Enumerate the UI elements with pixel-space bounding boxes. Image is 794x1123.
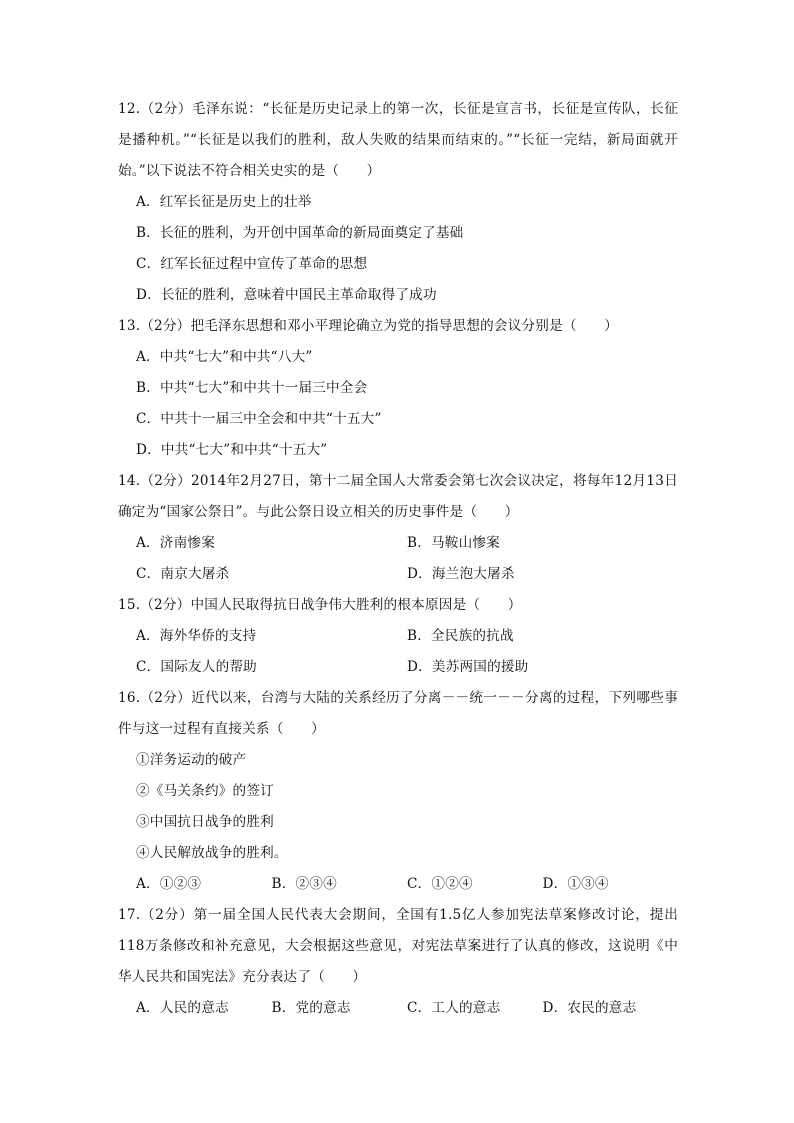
option-d: D．美苏两国的援助 [407,659,529,675]
option-d: D．中共“七大”和中共“十五大” [136,442,328,458]
option-b: B．②③④ [271,876,337,892]
statement-2: ②《马关条约》的签订 [136,783,274,799]
option-b: B．中共“七大”和中共十一届三中全会 [136,380,368,396]
option-b: B．马鞍山惨案 [407,535,500,551]
option-c: C．国际友人的帮助 [136,659,257,675]
option-d: D．海兰泡大屠杀 [407,566,515,582]
option-row [118,652,678,683]
question-stem: 15.（2分）中国人民取得抗日战争伟大胜利的根本原因是（ ） [118,597,522,613]
question-stem: 13.（2分）把毛泽东思想和邓小平理论确立为党的指导思想的会议分别是（ ） [118,318,619,334]
option-row [118,621,678,652]
option-a: A．人民的意志 [136,1000,229,1016]
option-c: C．南京大屠杀 [136,566,230,582]
option-a: A．红军长征是历史上的壮举 [136,194,312,210]
option-row [118,993,678,1024]
option-a: A．①②③ [136,876,202,892]
question-17 [118,900,678,1024]
option-b: B．长征的胜利，为开创中国革命的新局面奠定了基础 [136,225,464,241]
option-a: A．中共“七大”和中共“八大” [136,349,313,365]
question-16 [118,683,678,900]
statement-1: ①洋务运动的破产 [136,752,247,768]
option-c: C．中共十一届三中全会和中共“十五大” [136,411,382,427]
option-c: C．工人的意志 [407,1000,501,1016]
statement-4: ④人民解放战争的胜利。 [136,845,288,861]
question-12 [118,94,678,311]
question-14 [118,466,678,590]
question-15 [118,590,678,683]
option-row [118,559,678,590]
option-d: D．长征的胜利，意味着中国民主革命取得了成功 [136,287,437,303]
option-b: B．全民族的抗战 [407,628,514,644]
option-d: D．农民的意志 [542,1000,637,1016]
question-13 [118,311,678,466]
option-c: C．①②④ [407,876,473,892]
question-list [118,94,678,1024]
question-stem: 12.（2分）毛泽东说：“长征是历史记录上的第一次，长征是宣言书，长征是宣传队，长征是播种机。”“长征是以我们的胜利，敌人失败的结果而结束的。”“长征一完结，新局面就开始。”以下说法不符合相关史实的是（ ） [118,101,678,179]
question-stem: 16.（2分）近代以来，台湾与大陆的关系经历了分离－－统一－－分离的过程，下列哪些事件与这一过程有直接关系（ ） [118,690,678,737]
option-a: A．济南惨案 [136,535,215,551]
question-stem: 14.（2分）2014年2月27日，第十二届全国人大常委会第七次会议决定，将每年12月13日确定为“国家公祭日”。与此公祭日设立相关的历史事件是（ ） [118,473,678,520]
option-b: B．党的意志 [271,1000,351,1016]
option-row [118,528,678,559]
question-stem: 17.（2分）第一届全国人民代表大会期间，全国有1.5亿人参加宪法草案修改讨论，提出118万条修改和补充意见，大会根据这些意见，对宪法草案进行了认真的修改，这说明《中华人民共和国宪法》充分表达了（ ） [118,907,678,985]
option-row [118,869,678,900]
option-a: A．海外华侨的支持 [136,628,257,644]
statement-3: ③中国抗日战争的胜利 [136,814,274,830]
option-d: D．①③④ [542,876,609,892]
option-c: C．红军长征过程中宣传了革命的思想 [136,256,368,272]
